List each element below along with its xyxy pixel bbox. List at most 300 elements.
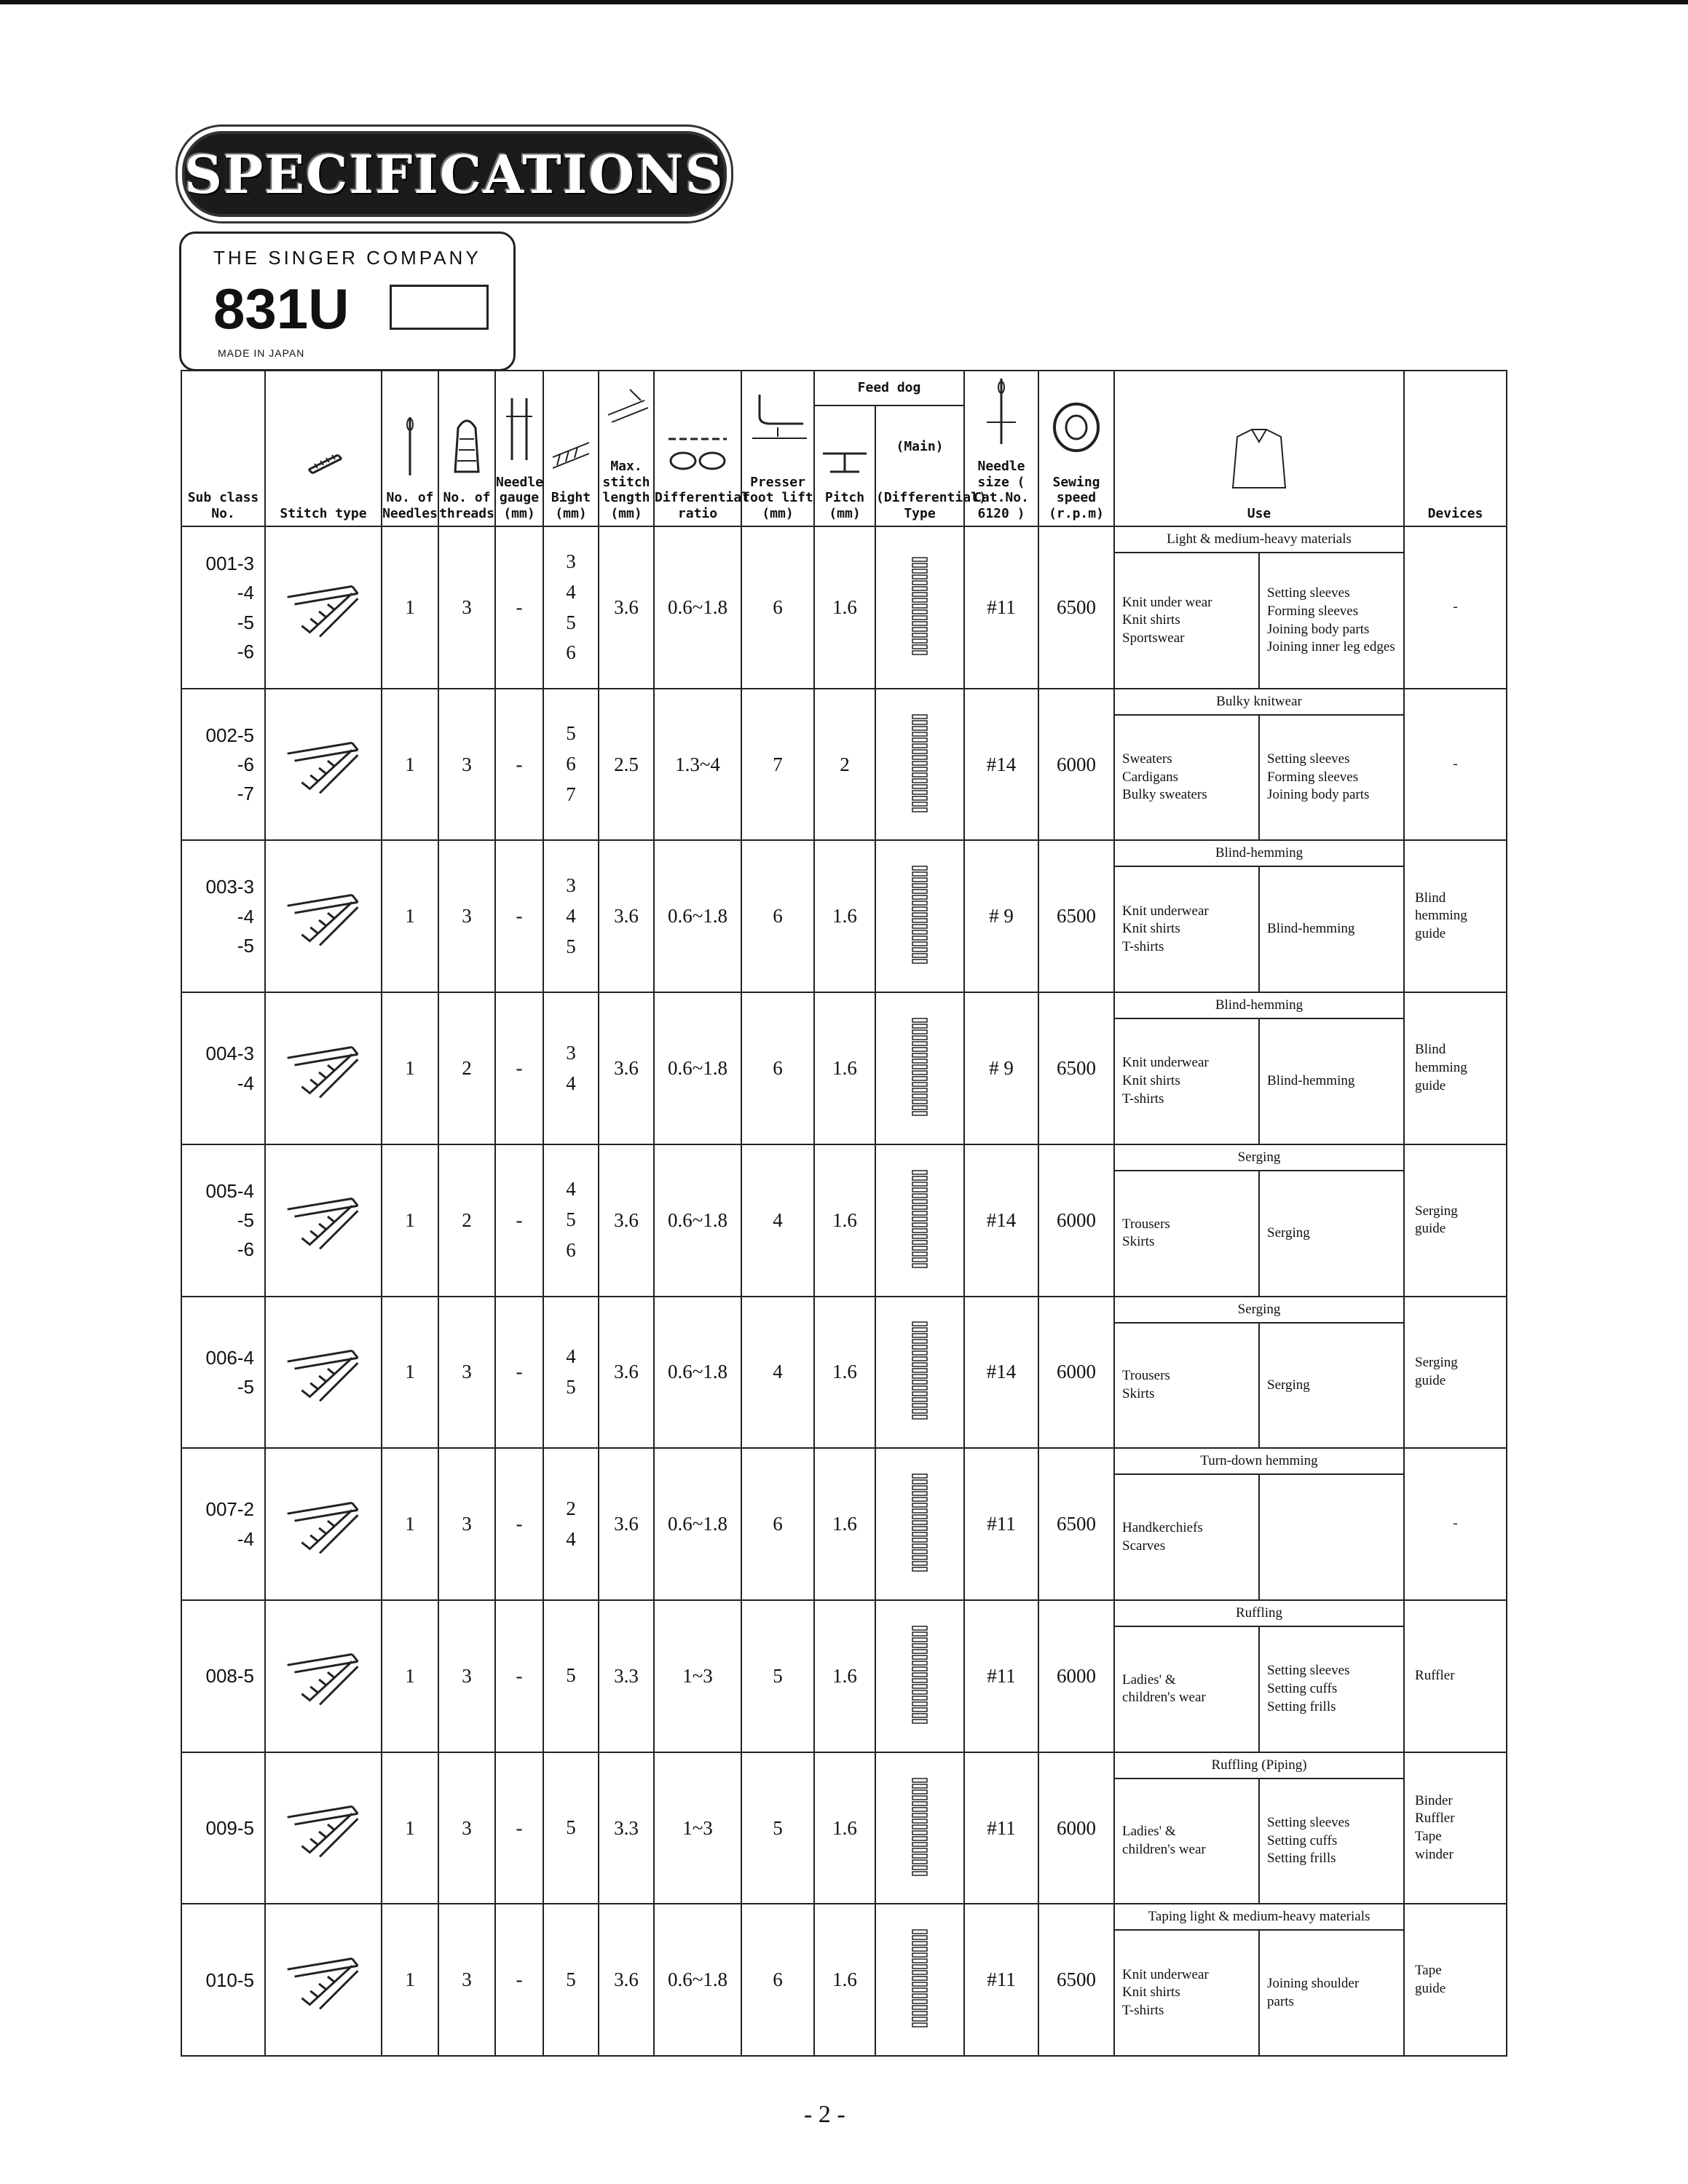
use-garment-item: Knit shirts xyxy=(1122,921,1180,937)
needle-size-cell: #11 xyxy=(964,526,1038,688)
header-sewing-speed xyxy=(1038,371,1114,526)
feed-type-cell xyxy=(875,689,964,841)
use-cell xyxy=(1114,1904,1404,2056)
feed-main-text: (Main) xyxy=(896,439,944,455)
use-cell xyxy=(1114,689,1404,841)
bight-cell-line: 5 xyxy=(566,1375,576,1398)
use-body xyxy=(1115,867,1403,992)
feed-dog-teeth-icon xyxy=(905,859,934,968)
use-body xyxy=(1115,716,1403,840)
use-block xyxy=(1115,527,1403,687)
feed-main-label xyxy=(876,439,963,483)
use-operation-item: Joining body parts xyxy=(1267,787,1370,803)
use-body xyxy=(1115,1627,1403,1752)
stitch-diagram-icon xyxy=(266,1773,381,1883)
stitch-type-cell xyxy=(265,1752,382,1904)
use-operation-item: Setting cuffs xyxy=(1267,1832,1338,1848)
sub-class-cell xyxy=(181,1448,265,1600)
sub-class-cell xyxy=(181,1904,265,2056)
feed-type-cell xyxy=(875,1752,964,1904)
sub-class-cell-line: -4 xyxy=(237,1072,254,1094)
device-item: Serging xyxy=(1415,1355,1458,1371)
devices-cell xyxy=(1404,689,1507,841)
sewing-speed-cell: 6500 xyxy=(1038,1904,1114,2056)
needle-size-cell: #11 xyxy=(964,1752,1038,1904)
max-stitch-cell: 3.6 xyxy=(599,1904,654,2056)
device-item: Serging xyxy=(1415,1203,1458,1219)
sub-class-cell-line: -5 xyxy=(237,1209,254,1232)
spec-row xyxy=(181,992,1507,1144)
sub-class-cell-line: -7 xyxy=(237,783,254,805)
use-block xyxy=(1115,1297,1403,1448)
max-stitch-cell: 3.6 xyxy=(599,1297,654,1449)
header-no-threads-label: No. of threads xyxy=(439,490,494,521)
needle-size-icon xyxy=(965,371,1038,451)
top-rule xyxy=(0,0,1688,4)
bight-cell-line: 6 xyxy=(566,641,576,664)
feed-type-cell xyxy=(875,840,964,992)
bight-cell-line: 5 xyxy=(566,722,576,745)
presser-foot-cell: 6 xyxy=(741,840,814,992)
use-cell xyxy=(1114,992,1404,1144)
presser-foot-cell: 6 xyxy=(741,992,814,1144)
bight-cell-line: 4 xyxy=(566,580,576,603)
use-block xyxy=(1115,689,1403,840)
use-body xyxy=(1115,1171,1403,1296)
stitch-type-cell xyxy=(265,1600,382,1752)
devices-cell xyxy=(1404,992,1507,1144)
header-pitch-label: Pitch (mm) xyxy=(824,490,865,521)
use-cell xyxy=(1114,1600,1404,1752)
max-stitch-cell: 3.6 xyxy=(599,840,654,992)
feed-dog-icon xyxy=(815,439,875,483)
needles-cell: 1 xyxy=(382,526,438,688)
use-block xyxy=(1115,1145,1403,1296)
badge-blank-box xyxy=(390,285,489,330)
use-garment-item: Knit underwear xyxy=(1122,1966,1209,1982)
needle-size-cell: #14 xyxy=(964,689,1038,841)
use-garment-item: Handkerchiefs xyxy=(1122,1519,1203,1535)
device-item: Blind xyxy=(1415,890,1446,906)
devices-cell xyxy=(1404,1600,1507,1752)
header-no-threads xyxy=(438,371,495,526)
threads-cell: 3 xyxy=(438,1448,495,1600)
devices-cell xyxy=(1404,1144,1507,1297)
device-item: guide xyxy=(1415,1077,1446,1093)
use-operation-item: Setting sleeves xyxy=(1267,1663,1350,1679)
device-item: Tape xyxy=(1415,1963,1442,1979)
header-sub-class: Sub class No. xyxy=(181,371,265,526)
presser-foot-cell: 4 xyxy=(741,1297,814,1449)
stitch-diagram-icon xyxy=(266,1621,381,1730)
device-item: hemming xyxy=(1415,1060,1467,1076)
needle-gauge-cell: - xyxy=(495,1600,543,1752)
use-garments xyxy=(1115,1324,1258,1448)
spec-row xyxy=(181,526,1507,688)
max-stitch-cell: 3.6 xyxy=(599,526,654,688)
needles-cell: 1 xyxy=(382,840,438,992)
sub-class-cell-line: 001-3 xyxy=(205,552,254,574)
feed-dog-teeth-icon xyxy=(905,1923,934,2032)
sewing-speed-cell: 6500 xyxy=(1038,992,1114,1144)
use-garment-item: Ladies' & xyxy=(1122,1671,1176,1688)
stitch-diagram-icon xyxy=(266,1318,381,1427)
sub-class-cell xyxy=(181,689,265,841)
use-operations xyxy=(1258,1627,1403,1752)
max-stitch-cell: 3.3 xyxy=(599,1600,654,1752)
needles-cell: 1 xyxy=(382,689,438,841)
needle-gauge-cell: - xyxy=(495,992,543,1144)
spec-row xyxy=(181,1600,1507,1752)
pitch-cell: 1.6 xyxy=(814,526,875,688)
device-item: - xyxy=(1453,1516,1458,1532)
use-title: Ruffling xyxy=(1115,1601,1403,1627)
use-operation-item: parts xyxy=(1267,1993,1294,2009)
presser-foot-icon xyxy=(742,387,813,467)
use-operation-item: Serging xyxy=(1267,1377,1310,1393)
use-body xyxy=(1115,1324,1403,1448)
header-stitch-type xyxy=(265,371,382,526)
use-block xyxy=(1115,1904,1403,2055)
device-item: Ruffler xyxy=(1415,1668,1455,1684)
header-pitch xyxy=(814,405,875,526)
pitch-cell: 1.6 xyxy=(814,1904,875,2056)
sewing-speed-cell: 6500 xyxy=(1038,840,1114,992)
max-stitch-cell: 3.6 xyxy=(599,992,654,1144)
feed-type-cell xyxy=(875,992,964,1144)
bight-cell xyxy=(543,1600,599,1752)
use-garment-item: Skirts xyxy=(1122,1234,1155,1250)
use-operation-item: Setting sleeves xyxy=(1267,1815,1350,1831)
needles-cell: 1 xyxy=(382,1297,438,1449)
use-garment-item: T-shirts xyxy=(1122,2003,1164,2019)
use-garments xyxy=(1115,716,1258,840)
needle-size-cell: #11 xyxy=(964,1904,1038,2056)
spec-row xyxy=(181,689,1507,841)
spec-table xyxy=(181,370,1507,2057)
bight-cell-line: 4 xyxy=(566,1072,576,1094)
bight-cell-line: 3 xyxy=(566,550,576,572)
needle-icon xyxy=(382,403,438,483)
sub-class-cell-line: -6 xyxy=(237,640,254,662)
feed-type-cell xyxy=(875,1297,964,1449)
needle-gauge-cell: - xyxy=(495,840,543,992)
use-garments xyxy=(1115,1171,1258,1296)
use-body xyxy=(1115,1931,1403,2055)
sewing-speed-cell: 6000 xyxy=(1038,1297,1114,1449)
bight-cell-line: 4 xyxy=(566,1178,576,1200)
differential-cell: 0.6~1.8 xyxy=(654,1904,741,2056)
stitch-diagram-icon xyxy=(266,553,381,662)
use-garments xyxy=(1115,1779,1258,1904)
bight-cell xyxy=(543,689,599,841)
use-operations xyxy=(1258,1324,1403,1448)
use-operation-item: Setting sleeves xyxy=(1267,585,1350,601)
needle-gauge-cell: - xyxy=(495,1752,543,1904)
spec-row xyxy=(181,1904,1507,2056)
needle-gauge-cell: - xyxy=(495,1904,543,2056)
use-operation-item: Setting cuffs xyxy=(1267,1681,1338,1697)
sub-class-cell-line: 005-4 xyxy=(205,1179,254,1202)
stitch-length-icon xyxy=(599,371,653,451)
sub-class-cell-line: 007-2 xyxy=(205,1498,254,1521)
needles-cell: 1 xyxy=(382,1144,438,1297)
stitch-type-cell xyxy=(265,1904,382,2056)
use-garment-item: children's wear xyxy=(1122,1690,1206,1706)
feed-dog-teeth-icon xyxy=(905,1011,934,1120)
device-item: winder xyxy=(1415,1846,1454,1862)
stitch-type-cell xyxy=(265,840,382,992)
header-bight xyxy=(543,371,599,526)
use-title: Light & medium-heavy materials xyxy=(1115,527,1403,553)
pitch-cell: 1.6 xyxy=(814,840,875,992)
bight-cell-line: 2 xyxy=(566,1497,576,1519)
devices-cell xyxy=(1404,840,1507,992)
header-use-label: Use xyxy=(1247,505,1271,521)
devices-cell xyxy=(1404,1752,1507,1904)
bight-cell-line: 5 xyxy=(566,935,576,957)
bight-cell xyxy=(543,526,599,688)
devices-cell xyxy=(1404,1297,1507,1449)
use-garment-item: children's wear xyxy=(1122,1842,1206,1858)
use-block xyxy=(1115,1753,1403,1904)
use-garments xyxy=(1115,1931,1258,2055)
max-stitch-cell: 3.3 xyxy=(599,1752,654,1904)
bight-cell-line: 5 xyxy=(566,1968,576,1990)
needle-gauge-cell: - xyxy=(495,1297,543,1449)
sub-class-cell xyxy=(181,1752,265,1904)
differential-cell: 0.6~1.8 xyxy=(654,1144,741,1297)
use-cell xyxy=(1114,526,1404,688)
pitch-cell: 1.6 xyxy=(814,1600,875,1752)
presser-foot-cell: 4 xyxy=(741,1144,814,1297)
use-title: Turn-down hemming xyxy=(1115,1449,1403,1475)
spec-row xyxy=(181,1752,1507,1904)
use-garment-item: Trousers xyxy=(1122,1216,1170,1232)
pitch-cell: 2 xyxy=(814,689,875,841)
threads-cell: 2 xyxy=(438,992,495,1144)
use-garment-item: T-shirts xyxy=(1122,1091,1164,1107)
threads-cell: 3 xyxy=(438,1297,495,1449)
bight-icon xyxy=(544,403,598,483)
device-item: guide xyxy=(1415,1980,1446,1996)
needles-cell: 1 xyxy=(382,1600,438,1752)
use-operation-item: Forming sleeves xyxy=(1267,603,1359,619)
pitch-cell: 1.6 xyxy=(814,1752,875,1904)
bight-cell-line: 6 xyxy=(566,1239,576,1262)
feed-type-cell xyxy=(875,1448,964,1600)
spec-row xyxy=(181,840,1507,992)
sewing-speed-cell: 6500 xyxy=(1038,526,1114,688)
speed-wheel-icon xyxy=(1039,387,1113,467)
stitch-type-cell xyxy=(265,689,382,841)
differential-cell: 1~3 xyxy=(654,1600,741,1752)
device-item: Ruffler xyxy=(1415,1811,1455,1827)
presser-foot-cell: 5 xyxy=(741,1600,814,1752)
pitch-cell: 1.6 xyxy=(814,1297,875,1449)
spec-row xyxy=(181,1144,1507,1297)
use-operations xyxy=(1258,716,1403,840)
feed-type-cell xyxy=(875,1904,964,2056)
threads-cell: 2 xyxy=(438,1144,495,1297)
use-operations xyxy=(1258,1019,1403,1144)
use-title: Bulky knitwear xyxy=(1115,689,1403,716)
use-cell xyxy=(1114,840,1404,992)
use-garments xyxy=(1115,1019,1258,1144)
devices-cell xyxy=(1404,526,1507,688)
use-garment-item: Knit shirts xyxy=(1122,612,1180,628)
differential-cell: 1.3~4 xyxy=(654,689,741,841)
spec-row xyxy=(181,1448,1507,1600)
use-garments xyxy=(1115,867,1258,992)
header-needle-size-label: Needle size ( Cat.No. 6120 ) xyxy=(974,459,1029,521)
devices-cell xyxy=(1404,1904,1507,2056)
header-max-stitch-label: Max. stitch length (mm) xyxy=(602,459,650,521)
bight-cell xyxy=(543,1144,599,1297)
sewing-speed-cell: 6500 xyxy=(1038,1448,1114,1600)
page-number: - 2 - xyxy=(804,2101,845,2128)
sub-class-cell-line: 003-3 xyxy=(205,876,254,898)
header-bight-label: Bight (mm) xyxy=(551,490,591,521)
use-block xyxy=(1115,993,1403,1144)
spec-table-body xyxy=(181,526,1507,2056)
sub-class-cell-line: 008-5 xyxy=(205,1665,254,1688)
double-needle-icon xyxy=(496,387,543,467)
use-operations xyxy=(1258,1779,1403,1904)
feed-dog-teeth-icon xyxy=(905,1315,934,1424)
model-badge xyxy=(179,232,516,371)
bight-cell-line: 7 xyxy=(566,783,576,805)
threads-cell: 3 xyxy=(438,526,495,688)
needles-cell: 1 xyxy=(382,1448,438,1600)
bight-cell xyxy=(543,1752,599,1904)
stitch-diagram-icon xyxy=(266,1470,381,1579)
use-operation-item: Setting frills xyxy=(1267,1851,1336,1867)
presser-foot-cell: 6 xyxy=(741,1448,814,1600)
threads-cell: 3 xyxy=(438,840,495,992)
stitch-type-cell xyxy=(265,1297,382,1449)
differential-cell: 0.6~1.8 xyxy=(654,840,741,992)
badge-made-in: MADE IN JAPAN xyxy=(218,347,305,359)
max-stitch-cell: 2.5 xyxy=(599,689,654,841)
sub-class-cell-line: 002-5 xyxy=(205,724,254,746)
bight-cell xyxy=(543,1448,599,1600)
pitch-cell: 1.6 xyxy=(814,992,875,1144)
feed-dog-teeth-icon xyxy=(905,1619,934,1728)
feed-dog-teeth-icon xyxy=(905,550,934,660)
stitch-type-cell xyxy=(265,1448,382,1600)
device-item: guide xyxy=(1415,1372,1446,1388)
use-title: Taping light & medium-heavy materials xyxy=(1115,1904,1403,1931)
needles-cell: 1 xyxy=(382,1904,438,2056)
device-item: guide xyxy=(1415,926,1446,942)
sub-class-cell-line: -6 xyxy=(237,1238,254,1261)
differential-icon xyxy=(655,403,741,483)
use-cell xyxy=(1114,1297,1404,1449)
use-body xyxy=(1115,1019,1403,1144)
header-needle-gauge xyxy=(495,371,543,526)
bight-cell-line: 5 xyxy=(566,611,576,633)
feed-type-cell xyxy=(875,1600,964,1752)
sub-class-cell xyxy=(181,1600,265,1752)
use-block xyxy=(1115,1601,1403,1752)
use-operation-item: Blind-hemming xyxy=(1267,1073,1355,1089)
bight-cell-line: 5 xyxy=(566,1208,576,1231)
use-garment-item: Knit shirts xyxy=(1122,1073,1180,1089)
use-operation-item: Setting frills xyxy=(1267,1698,1336,1714)
use-operation-item: Serging xyxy=(1267,1224,1310,1241)
sub-class-cell-line: 004-3 xyxy=(205,1042,254,1065)
use-operations xyxy=(1258,553,1403,687)
use-cell xyxy=(1114,1448,1404,1600)
use-cell xyxy=(1114,1144,1404,1297)
use-title: Blind-hemming xyxy=(1115,993,1403,1019)
use-title: Blind-hemming xyxy=(1115,841,1403,867)
bight-cell-line: 4 xyxy=(566,904,576,927)
use-body xyxy=(1115,1475,1403,1599)
use-garment-item: Knit underwear xyxy=(1122,903,1209,919)
devices-cell xyxy=(1404,1448,1507,1600)
stitch-sample-icon xyxy=(266,419,381,499)
use-garment-item: Ladies' & xyxy=(1122,1824,1176,1840)
device-item: Tape xyxy=(1415,1829,1442,1845)
sub-class-cell xyxy=(181,1297,265,1449)
needles-cell: 1 xyxy=(382,992,438,1144)
badge-model: 831U xyxy=(213,277,350,341)
use-garment-item: Bulky sweaters xyxy=(1122,787,1207,803)
feed-dog-teeth-icon xyxy=(905,1163,934,1273)
bight-cell-line: 5 xyxy=(566,1816,576,1839)
use-garment-item: Knit shirts xyxy=(1122,1985,1180,2001)
use-garment-item: Cardigans xyxy=(1122,769,1179,785)
header-use xyxy=(1114,371,1404,526)
sub-class-cell-line: -4 xyxy=(237,905,254,927)
bight-cell-line: 3 xyxy=(566,874,576,897)
sub-class-cell xyxy=(181,840,265,992)
use-garments xyxy=(1115,1627,1258,1752)
differential-cell: 0.6~1.8 xyxy=(654,1448,741,1600)
use-garment-item: Knit underwear xyxy=(1122,1055,1209,1071)
device-item: - xyxy=(1453,599,1458,615)
use-operations xyxy=(1258,1931,1403,2055)
header-needle-gauge-label: Needle gauge (mm) xyxy=(496,474,544,521)
needle-size-cell: #11 xyxy=(964,1448,1038,1600)
use-body xyxy=(1115,1779,1403,1904)
header-differential xyxy=(654,371,750,526)
use-garments xyxy=(1115,553,1258,687)
needles-cell: 1 xyxy=(382,1752,438,1904)
device-item: Blind xyxy=(1415,1042,1446,1058)
needle-gauge-cell: - xyxy=(495,689,543,841)
threads-cell: 3 xyxy=(438,1600,495,1752)
use-garment-item: Sportswear xyxy=(1122,630,1185,646)
sewing-speed-cell: 6000 xyxy=(1038,1144,1114,1297)
use-operation-item: Forming sleeves xyxy=(1267,769,1359,785)
sub-class-cell-line: -4 xyxy=(237,1527,254,1550)
spec-table-container xyxy=(181,370,1506,2024)
differential-cell: 0.6~1.8 xyxy=(654,992,741,1144)
bight-cell-line: 3 xyxy=(566,1041,576,1064)
stitch-diagram-icon xyxy=(266,1926,381,2035)
sub-class-cell-line: -5 xyxy=(237,1375,254,1398)
shirt-icon xyxy=(1115,419,1403,499)
needle-size-cell: # 9 xyxy=(964,992,1038,1144)
header-no-needles xyxy=(382,371,438,526)
use-garment-item: Trousers xyxy=(1122,1368,1170,1384)
use-cell xyxy=(1114,1752,1404,1904)
bight-cell xyxy=(543,1904,599,2056)
bight-cell xyxy=(543,1297,599,1449)
